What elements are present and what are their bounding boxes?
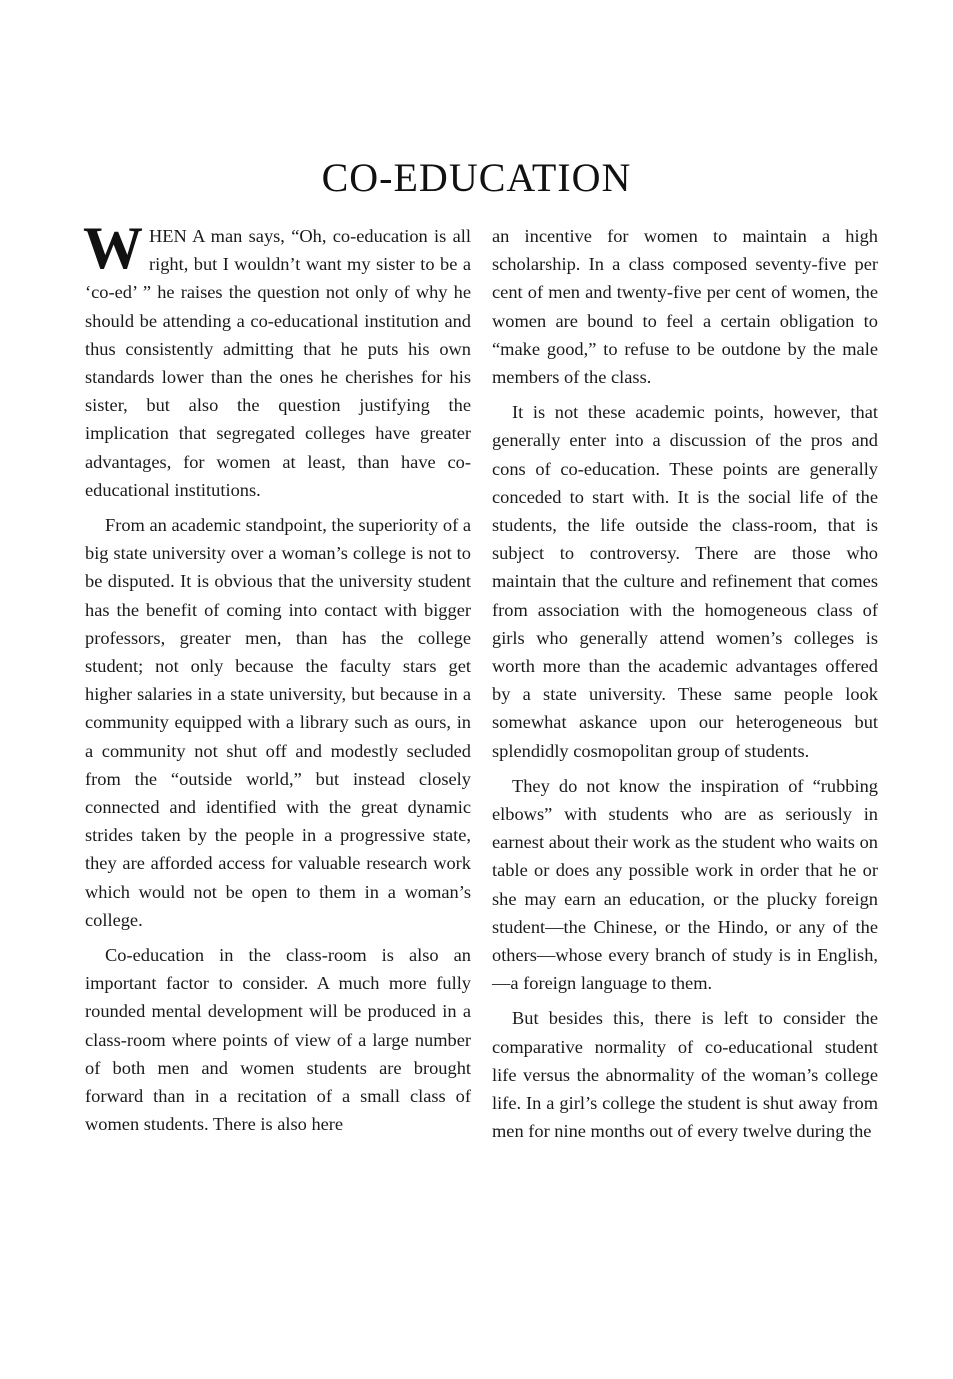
paragraph-4: an incentive for women to maintain a high scholarship. In a class composed seventy-five per cent of men and twenty-five per cent of women, the women are bound to feel a certain obligation to “make good,” to refuse to be outdone by the male members of the class. [492,226,878,388]
paragraph-lead: HEN [149,226,187,246]
paragraph-2: From an academic standpoint, the superiority of a big state university over a woman’s college is not to be disputed. It is obvious that the university student has the benefit of coming into contact with bigger professors, greater men, than has the college student; not only because the faculty stars get higher salaries in a state university, but because in a community equipped with a library such as ours, in a community not shut off and modestly secluded from the “outside world,” but instead closely connected and identified with the great dynamic strides taken by the people in a progressive state, they are afforded access for valuable research work which would not be open to them in a woman’s college. [85,515,471,930]
page-title: CO-EDUCATION [321,155,632,200]
paragraph-7: But besides this, there is left to consider the comparative normality of co-educational student life versus the abnormality of the woman’s college life. In a girl’s college the student is shut away from men for nine months out of every twelve during the [492,1008,878,1142]
paragraph-text: A man says, “Oh, co-education is all right, but I wouldn’t want my sister to be a ‘co-ed’ ” he raises the question not only of why he should be attending a co-educational institution and thus consistently admitting that he puts his own standards lower than the ones he cherishes for his sister, but also the question justifying the implication that segregated colleges have greater advantages, for women at least, than have co-educational institutions. [85,226,471,500]
paragraph-6: They do not know the inspiration of “rubbing elbows” with students who are as seriously in earnest about their work as the student who waits on table or does any possible work in order that he or she may earn an education, or the plucky foreign student—the Chinese, or the Hindo, or any of the others—whose every branch of study is in English,—a foreign language to them. [492,775,878,994]
right-column [492,222,878,1153]
paragraph-1 [83,215,471,504]
drop-cap: W [83,215,143,281]
paragraph-5: It is not these academic points, however, that generally enter into a discussion of the pros and cons of co-education. These points are generally conceded to start with. It is the social life of the students, the life outside the class-room, that is subject to controversy. There are those who maintain that the culture and refinement that comes from association with the homogeneous class of girls who generally attend women’s colleges is worth more than the academic advantages offered by a state university. These same people look somewhat askance upon our heterogeneous but splendidly cosmopolitan group of students. [492,402,878,761]
left-column [83,215,471,1146]
paragraph-3: Co-education in the class-room is also an important factor to consider. A much more fully rounded mental development will be produced in a class-room where points of view of a large number of both men and women students are brought forward than in a recitation of a small class of women students. There is also here [85,945,471,1135]
